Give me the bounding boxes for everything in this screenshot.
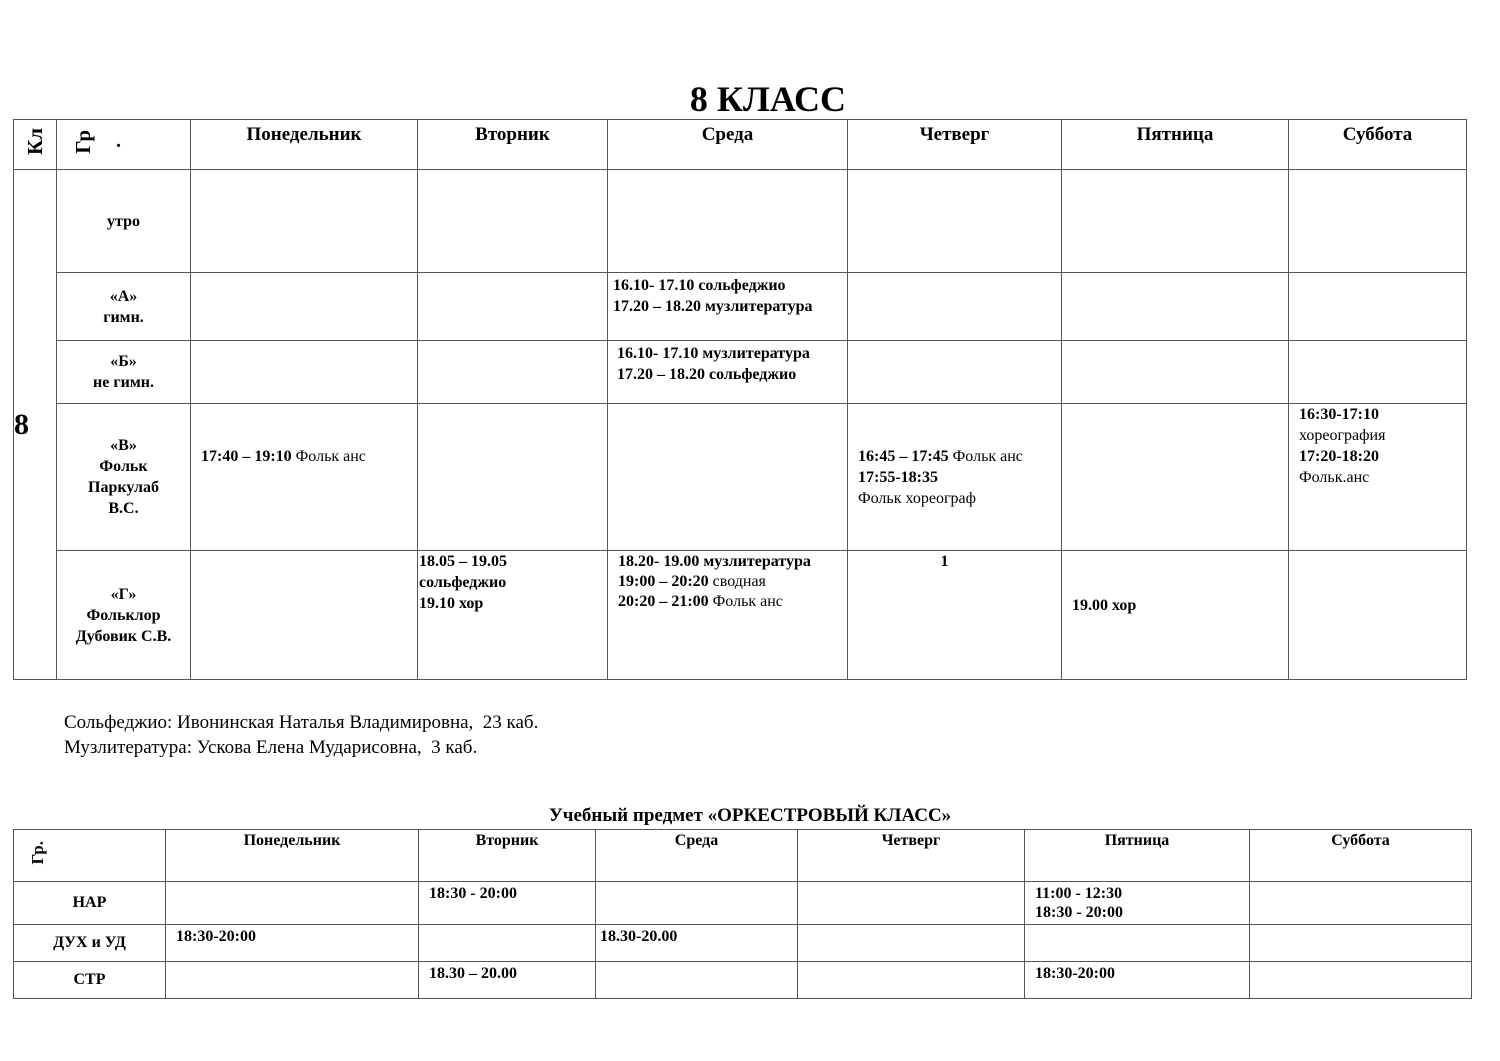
- lesson-line: 17.20 – 18.20 музлитература: [613, 298, 813, 315]
- lesson-line: 18.20- 19.00 музлитература: [618, 553, 811, 570]
- group-line: утро: [107, 212, 140, 230]
- schedule-cell: [608, 273, 848, 341]
- group-line: «А»: [109, 287, 138, 305]
- lesson-line: 18:30 - 20:00: [1035, 904, 1123, 921]
- lesson-text: сводная: [708, 573, 766, 590]
- lesson-line: 18.05 – 19.05: [419, 553, 507, 570]
- day-header-mon: Понедельник: [191, 120, 418, 170]
- table-row: [14, 170, 1467, 273]
- day-header-thu: Четверг: [848, 120, 1062, 170]
- teacher-notes: [64, 710, 538, 760]
- group-line: не гимн.: [93, 374, 154, 391]
- group-line: Фольк: [99, 458, 148, 475]
- schedule-cell: 18.30-20.00: [596, 925, 798, 962]
- lesson-text: Фольк анс: [291, 448, 366, 465]
- schedule-cell: [418, 551, 608, 680]
- group-line: «В»: [110, 437, 137, 454]
- group-line: Дубовик С.В.: [75, 627, 172, 645]
- day-header-sat: Суббота: [1289, 120, 1467, 170]
- day-header-tue: Вторник: [418, 120, 608, 170]
- class-number: 8: [14, 170, 57, 680]
- gr-dot: .: [116, 130, 121, 153]
- orchestra-table: [13, 829, 1472, 999]
- group-line: «Г»: [110, 585, 137, 603]
- page-title: 8 КЛАСС: [689, 79, 847, 119]
- lesson-time: 19:00 – 20:20: [618, 573, 709, 590]
- header-row: [14, 120, 1467, 170]
- group-label: [57, 170, 191, 273]
- schedule-cell: [1289, 404, 1467, 551]
- table-row: [14, 882, 1472, 925]
- table-row: [14, 551, 1467, 680]
- schedule-cell: 18:30-20:00: [166, 925, 419, 962]
- table-row: [14, 962, 1472, 999]
- schedule-cell: 18:30-20:00: [1025, 962, 1250, 999]
- table-row: [14, 273, 1467, 341]
- lesson-text: Фольк.анс: [1299, 469, 1370, 486]
- lesson-time: 20:20 – 21:00: [618, 593, 709, 610]
- lesson-text: хореография: [1299, 427, 1386, 444]
- group-line: В.С.: [108, 500, 139, 517]
- gr-label: Гр: [71, 129, 95, 154]
- table-row: [14, 341, 1467, 404]
- header-row: [14, 830, 1472, 882]
- group-label: [57, 273, 191, 341]
- group-label: СТР: [14, 962, 166, 999]
- day-header-wed: Среда: [608, 120, 848, 170]
- schedule-cell: 18:30 - 20:00: [419, 882, 596, 925]
- schedule-cell: 18.30 – 20.00: [419, 962, 596, 999]
- day-header-fri: Пятница: [1025, 830, 1250, 882]
- group-label: НАР: [14, 882, 166, 925]
- group-line: гимн.: [103, 308, 144, 326]
- lesson-line: 16.10- 17.10 музлитература: [617, 345, 810, 362]
- schedule-cell: [608, 341, 848, 404]
- gr-label: Гр.: [28, 841, 47, 865]
- lesson-line: сольфеджио: [419, 574, 507, 591]
- group-label: [57, 551, 191, 680]
- lesson-line: 17.20 – 18.20 сольфеджио: [617, 366, 797, 383]
- day-header-tue: Вторник: [419, 830, 596, 882]
- group-line: «Б»: [110, 353, 137, 370]
- orchestra-title: Учебный предмет «ОРКЕСТРОВЫЙ КЛАСС»: [548, 805, 952, 826]
- day-header-sat: Суббота: [1250, 830, 1472, 882]
- note-line: Сольфеджио: Ивонинская Наталья Владимировна, 23 каб.: [64, 712, 539, 733]
- lesson-time: 17:40 – 19:10: [201, 448, 292, 465]
- schedule-cell: 1: [848, 551, 1062, 680]
- lesson-time: 17:20-18:20: [1299, 448, 1379, 465]
- day-header-fri: Пятница: [1062, 120, 1289, 170]
- group-label: [57, 404, 191, 551]
- group-label: ДУХ и УД: [14, 925, 166, 962]
- schedule-cell: [1025, 882, 1250, 925]
- table-row: [14, 404, 1467, 551]
- group-line: Фольклор: [86, 606, 161, 624]
- kl-label: Кл: [22, 128, 47, 156]
- class-schedule-table: [13, 119, 1467, 680]
- lesson-line: 16.10- 17.10 сольфеджио: [613, 277, 786, 294]
- table-row: [14, 925, 1472, 962]
- lesson-line: 11:00 - 12:30: [1035, 885, 1123, 902]
- lesson-time: 16:45 – 17:45: [858, 448, 949, 465]
- schedule-cell: [191, 404, 418, 551]
- lesson-time: 16:30-17:10: [1299, 406, 1379, 423]
- day-header-wed: Среда: [596, 830, 798, 882]
- schedule-cell: [848, 404, 1062, 551]
- group-line: Паркулаб: [88, 479, 159, 496]
- schedule-cell: 19.00 хор: [1062, 551, 1289, 680]
- day-header-thu: Четверг: [798, 830, 1025, 882]
- gr-header: [57, 120, 191, 170]
- kl-header: [14, 120, 57, 170]
- gr-header: [14, 830, 166, 882]
- lesson-text: Фольк анс: [708, 593, 783, 610]
- lesson-time: 17:55-18:35: [858, 469, 938, 486]
- lesson-text: Фольк хореограф: [858, 490, 977, 507]
- note-line: Музлитература: Ускова Елена Мударисовна, 3 каб.: [64, 737, 478, 758]
- lesson-text: Фольк анс: [948, 448, 1023, 465]
- group-label: [57, 341, 191, 404]
- schedule-cell: [608, 551, 848, 680]
- day-header-mon: Понедельник: [166, 830, 419, 882]
- lesson-line: 19.10 хор: [419, 595, 484, 612]
